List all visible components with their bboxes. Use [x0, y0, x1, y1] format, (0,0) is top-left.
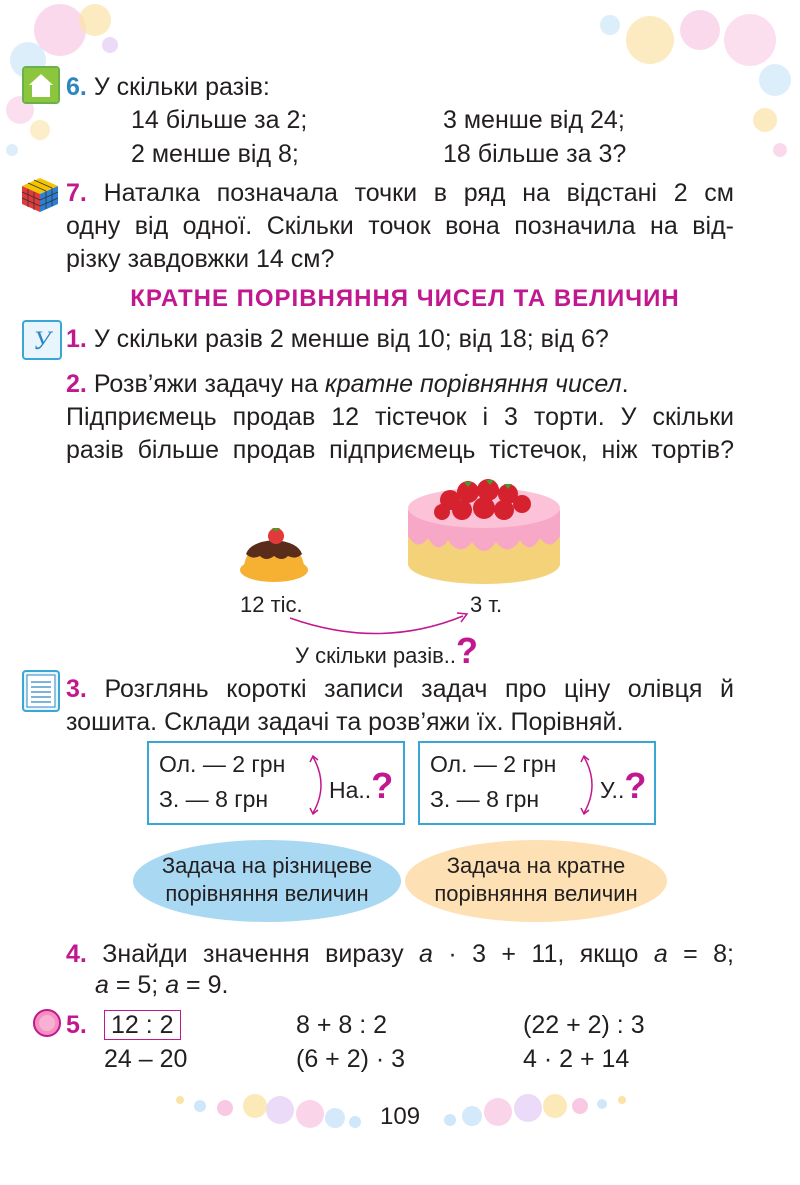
task7-text: Наталка позначала точки в ряд на відстані 2 см	[103, 179, 734, 207]
s4-line-2	[95, 968, 228, 1002]
s2-number: 2.	[66, 370, 87, 398]
s3-number: 3.	[66, 675, 87, 703]
s3-line-1	[66, 672, 734, 706]
footer-decoration-left	[170, 1088, 370, 1138]
pink-circle-icon	[32, 1008, 62, 1038]
s4-text: · 3 + 11, якщо	[432, 940, 654, 968]
s5-number	[66, 1008, 87, 1042]
s4-var: а	[653, 940, 668, 968]
s2-lead-end: .	[621, 370, 629, 398]
s4-text: = 5;	[108, 971, 166, 999]
s4-var: а	[165, 971, 180, 999]
oral-u-icon	[22, 320, 62, 360]
footer-decoration-right	[440, 1088, 640, 1138]
oval-line: порівняння величин	[165, 881, 369, 906]
label-cakes: 3 т.	[470, 592, 503, 617]
short-record-box-ratio	[418, 741, 656, 825]
s5-expression: 4 · 2 + 14	[523, 1045, 630, 1073]
task6-title-line	[66, 70, 270, 104]
section-heading: КРАТНЕ ПОРІВНЯННЯ ЧИСЕЛ ТА ВЕЛИЧИН	[130, 285, 680, 312]
s1-line	[66, 322, 609, 356]
s5-expression: 24 – 20	[104, 1045, 188, 1073]
oval-line: Задача на кратне	[446, 853, 626, 878]
s2-line-3: разів більше продав підприємець тістечок, ніж тортів?	[66, 436, 734, 464]
task6-item: 18 більше за 3?	[443, 140, 627, 168]
task6-item: 3 менше від 24;	[443, 106, 625, 134]
rubiks-cube-icon	[20, 176, 60, 214]
s5-expression: (22 + 2) : 3	[523, 1011, 645, 1039]
home-icon	[22, 66, 60, 104]
task7-line-1	[66, 176, 734, 210]
s2-line-2: Підприємець продав 12 тістечок і 3 торти. У скільки	[66, 403, 734, 431]
task6-number: 6.	[66, 73, 87, 101]
s4-number: 4.	[66, 940, 87, 968]
question-mark: ?	[456, 630, 479, 671]
task6-item: 2 менше від 8;	[131, 140, 299, 168]
s3-text: Розглянь короткі записи задач про ціну олівця й	[104, 675, 734, 703]
oval-difference-comparison	[133, 840, 401, 922]
s5-expression: 8 + 8 : 2	[296, 1011, 388, 1039]
task6-title: У скільки разів:	[93, 73, 270, 101]
brace-arrow	[309, 753, 331, 817]
short-record-box-difference	[147, 741, 405, 825]
question-line	[295, 630, 478, 672]
box-ask	[329, 765, 393, 807]
s2-line-1	[66, 367, 629, 401]
oval-line: Задача на різницеве	[161, 853, 373, 878]
task7-number: 7.	[66, 179, 87, 207]
oval-line: порівняння величин	[434, 881, 638, 906]
pastry-image	[236, 522, 312, 584]
question-text: У скільки разів..	[295, 643, 457, 668]
notebook-icon	[22, 670, 60, 712]
s4-text: = 8;	[667, 940, 734, 968]
s5-number-label: 5.	[66, 1011, 87, 1039]
s3-line-2: зошита. Склади задачі та розв’яжи їх. Порівняй.	[66, 708, 624, 736]
s2-lead: Розв’яжи задачу на	[93, 370, 325, 398]
box-ask-text: На..	[329, 777, 372, 803]
s4-var: а	[95, 971, 109, 999]
s4-line-1	[66, 937, 734, 971]
task7-line-2: одну від одної. Скільки точок вона позначила на від-	[66, 212, 734, 240]
box-row: Ол. — 2 грн	[430, 751, 557, 777]
task7-line-3: різку завдовжки 14 см?	[66, 245, 335, 273]
box-row: З. — 8 грн	[430, 786, 540, 812]
task6-item: 14 більше за 2;	[131, 106, 308, 134]
s5-expression-boxed: 12 : 2	[104, 1010, 181, 1040]
page-number: 109	[380, 1103, 421, 1130]
s5-expression	[104, 1008, 181, 1042]
s1-text: У скільки разів 2 менше від 10; від 18; від 6?	[93, 325, 609, 353]
oral-u-letter: У	[33, 326, 51, 355]
box-ask-text: У..	[600, 777, 625, 803]
brace-arrow	[580, 753, 602, 817]
box-ask-mark: ?	[371, 765, 394, 806]
cake-image	[404, 466, 564, 588]
s4-text: Знайди значення виразу	[102, 940, 420, 968]
s5-expression: (6 + 2) · 3	[296, 1045, 406, 1073]
s4-var: а	[419, 940, 433, 968]
oval-ratio-comparison	[405, 840, 667, 922]
s4-text: = 9.	[179, 971, 229, 999]
s1-number: 1.	[66, 325, 87, 353]
box-row: Ол. — 2 грн	[159, 751, 286, 777]
box-ask	[600, 765, 646, 807]
s2-lead-italic: кратне порівняння чисел	[324, 370, 622, 398]
label-pastries: 12 тіс.	[240, 592, 303, 617]
box-ask-mark: ?	[624, 765, 647, 806]
box-row: З. — 8 грн	[159, 786, 269, 812]
